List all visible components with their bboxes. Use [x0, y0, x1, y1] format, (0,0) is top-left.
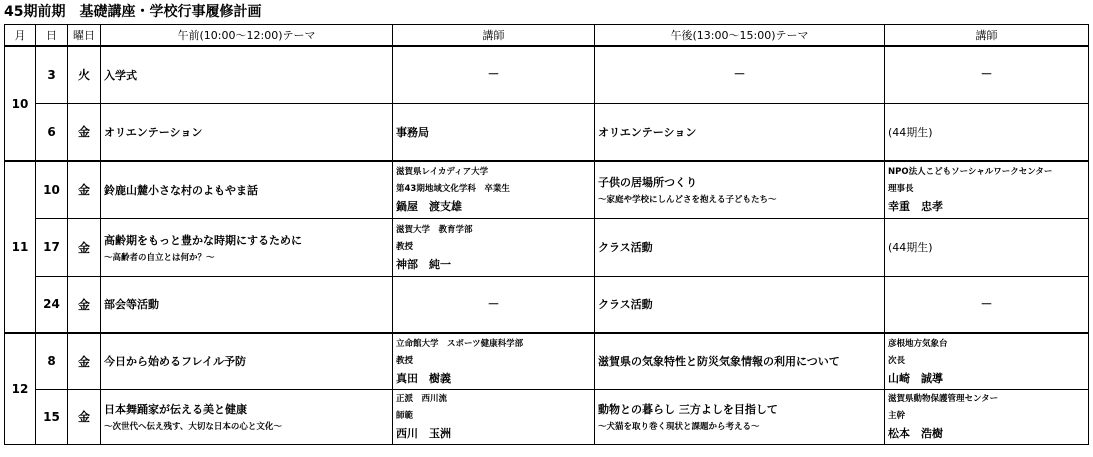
lecturer-title: 次長	[888, 355, 906, 366]
pm-theme-cell: 滋賀県の気象特性と防災気象情報の利用について	[595, 333, 885, 389]
day-cell: 10	[36, 161, 68, 218]
lecturer-title: 教授	[396, 241, 414, 252]
lecturer-affiliation: 滋賀大学 教育学部	[396, 224, 473, 235]
table-row	[5, 333, 1089, 389]
day-cell: 17	[36, 218, 68, 276]
table-row	[5, 103, 1089, 161]
header-am-theme: 午前(10:00～12:00)テーマ	[101, 25, 393, 47]
weekday-cell: 火	[68, 46, 101, 103]
table-header-row	[5, 25, 1089, 47]
lecturer-title: 教授	[396, 355, 414, 366]
day-cell: 8	[36, 333, 68, 389]
header-day: 日	[36, 25, 68, 47]
lecturer-affiliation: 立命館大学 スポーツ健康科学部	[396, 338, 524, 349]
pm-lecturer-cell: (44期生)	[885, 103, 1089, 161]
theme-subtitle: ～高齢者の自立とは何か？～	[104, 252, 215, 263]
weekday-cell: 金	[68, 333, 101, 389]
weekday-cell: 金	[68, 161, 101, 218]
am-lecturer-cell	[393, 389, 595, 444]
pm-theme-cell	[595, 161, 885, 218]
header-pm-theme: 午後(13:00～15:00)テーマ	[595, 25, 885, 47]
theme-title: 高齢期をもっと豊かな時期にするために	[104, 233, 302, 247]
theme-title: 日本舞踊家が伝える美と健康	[104, 403, 247, 416]
lecturer-name: 神部 純一	[396, 257, 451, 271]
lecturer-name: 幸重 忠孝	[888, 200, 943, 214]
am-theme-cell: 今日から始めるフレイル予防	[101, 333, 393, 389]
theme-subtitle: ～家庭や学校にしんどさを抱える子どもたち～	[598, 195, 777, 206]
lecturer-name: 西川 玉洲	[396, 427, 451, 440]
header-pm-lecturer: 講師	[885, 25, 1089, 47]
am-lecturer-cell	[393, 161, 595, 218]
lecturer-affiliation: NPO法人こどもソーシャルワークセンター	[888, 167, 1053, 178]
schedule-table	[4, 24, 1089, 445]
table-row	[5, 161, 1089, 218]
header-month: 月	[5, 25, 36, 47]
day-cell: 6	[36, 103, 68, 161]
lecturer-title: 第43期地域文化学科 卒業生	[396, 184, 510, 195]
pm-theme-cell: クラス活動	[595, 276, 885, 333]
month-cell: 10	[5, 46, 36, 161]
day-cell: 3	[36, 46, 68, 103]
am-lecturer-cell: －	[393, 46, 595, 103]
am-lecturer-cell	[393, 333, 595, 389]
theme-subtitle: ～犬猫を取り巻く現状と課題から考える～	[598, 422, 760, 432]
lecturer-affiliation: 正派 西川流	[396, 394, 448, 404]
am-lecturer-cell	[393, 218, 595, 276]
am-theme-cell	[101, 218, 393, 276]
theme-subtitle: ～次世代へ伝え残す、大切な日本の心と文化～	[104, 422, 282, 432]
lecturer-title: 主幹	[888, 411, 906, 421]
lecturer-affiliation: 滋賀県動物保護管理センター	[888, 394, 999, 404]
weekday-cell: 金	[68, 218, 101, 276]
am-theme-cell: 部会等活動	[101, 276, 393, 333]
pm-lecturer-cell: (44期生)	[885, 218, 1089, 276]
lecturer-affiliation: 彦根地方気象台	[888, 338, 948, 349]
am-theme-cell: 入学式	[101, 46, 393, 103]
pm-lecturer-cell	[885, 333, 1089, 389]
am-lecturer-cell: 事務局	[393, 103, 595, 161]
pm-theme-cell: クラス活動	[595, 218, 885, 276]
pm-lecturer-cell: －	[885, 46, 1089, 103]
table-row	[5, 276, 1089, 333]
month-cell: 11	[5, 161, 36, 333]
pm-lecturer-cell	[885, 161, 1089, 218]
lecturer-name: 松本 浩樹	[888, 427, 943, 440]
table-row	[5, 46, 1089, 103]
lecturer-name: 鍋屋 渡支雄	[396, 200, 462, 214]
table-row	[5, 218, 1089, 276]
pm-theme-cell: －	[595, 46, 885, 103]
pm-lecturer-cell	[885, 389, 1089, 444]
lecturer-name: 山崎 誠導	[888, 371, 943, 385]
lecturer-name: 真田 樹義	[396, 371, 451, 385]
lecturer-affiliation: 滋賀県レイカディア大学	[396, 167, 489, 178]
day-cell: 15	[36, 389, 68, 444]
am-theme-cell: 鈴鹿山麓小さな村のよもやま話	[101, 161, 393, 218]
weekday-cell: 金	[68, 276, 101, 333]
header-weekday: 曜日	[68, 25, 101, 47]
day-cell: 24	[36, 276, 68, 333]
theme-title: 動物との暮らし 三方よしを目指して	[598, 403, 778, 416]
weekday-cell: 金	[68, 103, 101, 161]
page-title: 45期前期 基礎講座・学校行事履修計画	[4, 4, 262, 20]
pm-lecturer-cell: －	[885, 276, 1089, 333]
pm-theme-cell	[595, 389, 885, 444]
am-theme-cell: オリエンテーション	[101, 103, 393, 161]
lecturer-title: 師範	[396, 411, 414, 421]
theme-title: 子供の居場所つくり	[598, 176, 697, 190]
pm-theme-cell: オリエンテーション	[595, 103, 885, 161]
am-theme-cell	[101, 389, 393, 444]
table-row	[5, 389, 1089, 444]
header-am-lecturer: 講師	[393, 25, 595, 47]
lecturer-title: 理事長	[888, 184, 914, 195]
month-cell: 12	[5, 333, 36, 444]
weekday-cell: 金	[68, 389, 101, 444]
am-lecturer-cell: －	[393, 276, 595, 333]
